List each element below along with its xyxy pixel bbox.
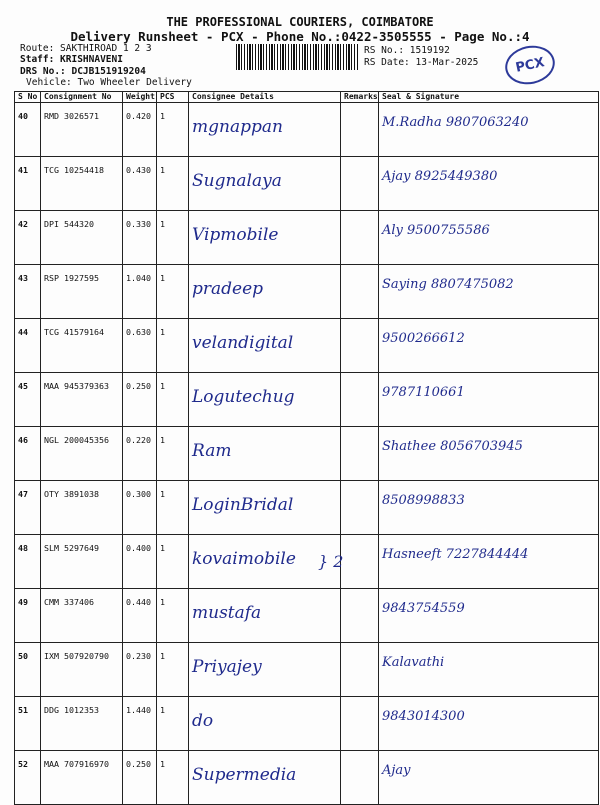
cell-consignment: RSP 1927595 — [41, 265, 123, 319]
cell-signature — [379, 265, 599, 319]
cell-consignment: SLM 5297649 — [41, 535, 123, 589]
cell-sno: 51 — [15, 697, 41, 751]
cell-weight: 0.220 — [123, 427, 157, 481]
cell-signature — [379, 481, 599, 535]
cell-signature — [379, 697, 599, 751]
cell-consignment: NGL 200045356 — [41, 427, 123, 481]
cell-signature — [379, 427, 599, 481]
cell-sno: 41 — [15, 157, 41, 211]
cell-remarks — [341, 697, 379, 751]
table-row — [15, 157, 599, 211]
cell-consignment: TCG 41579164 — [41, 319, 123, 373]
cell-pcs: 1 — [157, 373, 189, 427]
handwritten-signature: 9787110661 — [382, 385, 465, 400]
col-consignment: Consignment No — [41, 92, 123, 103]
cell-consignee — [189, 643, 341, 697]
cell-sno: 42 — [15, 211, 41, 265]
cell-remarks — [341, 751, 379, 805]
cell-pcs: 1 — [157, 157, 189, 211]
table-row — [15, 535, 599, 589]
handwritten-consignee: velandigital — [192, 333, 294, 353]
cell-signature — [379, 319, 599, 373]
cell-pcs: 1 — [157, 589, 189, 643]
handwritten-consignee: Ram — [192, 441, 232, 461]
col-remarks: Remarks — [341, 92, 379, 103]
col-consignee: Consignee Details — [189, 92, 341, 103]
cell-sno: 47 — [15, 481, 41, 535]
cell-pcs: 1 — [157, 427, 189, 481]
cell-pcs: 1 — [157, 481, 189, 535]
stamp-text: PCX — [514, 54, 546, 76]
table-header-row — [15, 92, 599, 103]
cell-remarks — [341, 535, 379, 589]
col-pcs: PCS — [157, 92, 189, 103]
cell-weight: 0.630 — [123, 319, 157, 373]
table-row — [15, 265, 599, 319]
cell-pcs: 1 — [157, 697, 189, 751]
cell-signature — [379, 589, 599, 643]
cell-weight: 0.440 — [123, 589, 157, 643]
cell-remarks — [341, 427, 379, 481]
pcx-stamp — [502, 41, 559, 89]
cell-sno: 50 — [15, 643, 41, 697]
cell-consignee — [189, 751, 341, 805]
barcode-icon — [236, 44, 358, 70]
handwritten-consignee: Priyajey — [192, 657, 262, 677]
cell-weight: 0.250 — [123, 751, 157, 805]
cell-signature — [379, 211, 599, 265]
cell-remarks — [341, 481, 379, 535]
cell-remarks — [341, 103, 379, 157]
cell-consignee — [189, 481, 341, 535]
cell-weight: 1.440 — [123, 697, 157, 751]
table-row — [15, 751, 599, 805]
cell-pcs: 1 — [157, 265, 189, 319]
cell-weight: 0.330 — [123, 211, 157, 265]
table-row — [15, 643, 599, 697]
handwritten-signature: Saying 8807475082 — [382, 277, 514, 292]
table-row — [15, 427, 599, 481]
cell-consignment: RMD 3026571 — [41, 103, 123, 157]
table-row — [15, 589, 599, 643]
drs-number: DRS No.: DCJB151919204 — [20, 66, 146, 77]
staff-label: Staff: KRISHNAVENI — [20, 54, 123, 65]
cell-remarks — [341, 643, 379, 697]
handwritten-signature: Aly 9500755586 — [382, 223, 490, 238]
cell-sno: 46 — [15, 427, 41, 481]
handwritten-consignee: Vipmobile — [192, 225, 279, 245]
company-title: THE PROFESSIONAL COURIERS, COIMBATORE — [166, 15, 434, 29]
cell-weight: 0.300 — [123, 481, 157, 535]
handwritten-consignee: kovaimobile — [192, 549, 296, 569]
cell-weight: 0.230 — [123, 643, 157, 697]
cell-remarks — [341, 373, 379, 427]
cell-signature — [379, 157, 599, 211]
cell-remarks — [341, 157, 379, 211]
cell-consignee — [189, 697, 341, 751]
handwritten-signature: M.Radha 9807063240 — [382, 115, 529, 130]
cell-consignee — [189, 373, 341, 427]
handwritten-signature: Ajay 8925449380 — [382, 169, 498, 184]
cell-weight: 0.430 — [123, 157, 157, 211]
col-signature: Seal & Signature — [379, 92, 599, 103]
cell-consignment: TCG 10254418 — [41, 157, 123, 211]
vehicle-label: Vehicle: Two Wheeler Delivery — [26, 77, 192, 88]
cell-consignment: OTY 3891038 — [41, 481, 123, 535]
table-row — [15, 211, 599, 265]
cell-remarks — [341, 589, 379, 643]
cell-consignee — [189, 319, 341, 373]
cell-consignment: IXM 507920790 — [41, 643, 123, 697]
handwritten-consignee: Sugnalaya — [192, 171, 282, 191]
cell-remarks — [341, 211, 379, 265]
handwritten-signature: Kalavathi — [382, 655, 445, 670]
cell-weight: 0.250 — [123, 373, 157, 427]
cell-consignee — [189, 103, 341, 157]
cell-consignee — [189, 157, 341, 211]
cell-pcs: 1 — [157, 211, 189, 265]
cell-weight: 1.040 — [123, 265, 157, 319]
cell-weight: 0.400 — [123, 535, 157, 589]
col-weight: Weight — [123, 92, 157, 103]
cell-sno: 48 — [15, 535, 41, 589]
cell-sno: 43 — [15, 265, 41, 319]
cell-signature — [379, 373, 599, 427]
cell-signature — [379, 643, 599, 697]
cell-pcs: 1 — [157, 751, 189, 805]
handwritten-signature: Hasneeft 7227844444 — [382, 547, 529, 562]
cell-pcs: 1 — [157, 535, 189, 589]
route-label: Route: SAKTHIROAD 1 2 3 — [20, 43, 152, 54]
cell-consignment: MAA 707916970 — [41, 751, 123, 805]
runsheet-subtitle: Delivery Runsheet - PCX - Phone No.:0422-3505555 - Page No.:4 — [70, 29, 530, 44]
cell-sno: 45 — [15, 373, 41, 427]
cell-pcs: 1 — [157, 319, 189, 373]
cell-remarks — [341, 265, 379, 319]
cell-consignee — [189, 589, 341, 643]
table-row — [15, 373, 599, 427]
rs-date: RS Date: 13-Mar-2025 — [364, 57, 479, 68]
bracket-mark: } 2 — [318, 552, 344, 571]
cell-signature — [379, 535, 599, 589]
cell-consignee — [189, 427, 341, 481]
table-row — [15, 697, 599, 751]
cell-pcs: 1 — [157, 643, 189, 697]
handwritten-consignee: mustafa — [192, 603, 262, 623]
rs-number: RS No.: 1519192 — [364, 45, 450, 56]
cell-sno: 40 — [15, 103, 41, 157]
handwritten-signature: 9843754559 — [382, 601, 465, 616]
handwritten-consignee: Logutechug — [192, 387, 295, 407]
handwritten-consignee: Supermedia — [192, 765, 297, 785]
cell-consignment: DPI 544320 — [41, 211, 123, 265]
handwritten-signature: Ajay — [382, 763, 411, 778]
table-row — [15, 481, 599, 535]
cell-consignment: DDG 1012353 — [41, 697, 123, 751]
cell-signature — [379, 751, 599, 805]
cell-sno: 44 — [15, 319, 41, 373]
cell-signature — [379, 103, 599, 157]
handwritten-consignee: mgnappan — [192, 117, 283, 137]
cell-weight: 0.420 — [123, 103, 157, 157]
handwritten-consignee: LoginBridal — [192, 495, 294, 515]
handwritten-signature: 9500266612 — [382, 331, 465, 346]
handwritten-signature: 8508998833 — [382, 493, 465, 508]
handwritten-signature: Shathee 8056703945 — [382, 439, 523, 454]
col-sno: S No — [15, 92, 41, 103]
runsheet-table — [14, 91, 599, 805]
cell-sno: 52 — [15, 751, 41, 805]
cell-sno: 49 — [15, 589, 41, 643]
cell-consignment: CMM 337406 — [41, 589, 123, 643]
cell-consignee — [189, 265, 341, 319]
cell-consignee — [189, 211, 341, 265]
handwritten-consignee: do — [192, 711, 214, 731]
handwritten-signature: 9843014300 — [382, 709, 465, 724]
table-row — [15, 319, 599, 373]
handwritten-consignee: pradeep — [192, 279, 264, 299]
cell-consignment: MAA 945379363 — [41, 373, 123, 427]
cell-pcs: 1 — [157, 103, 189, 157]
cell-remarks — [341, 319, 379, 373]
table-row — [15, 103, 599, 157]
